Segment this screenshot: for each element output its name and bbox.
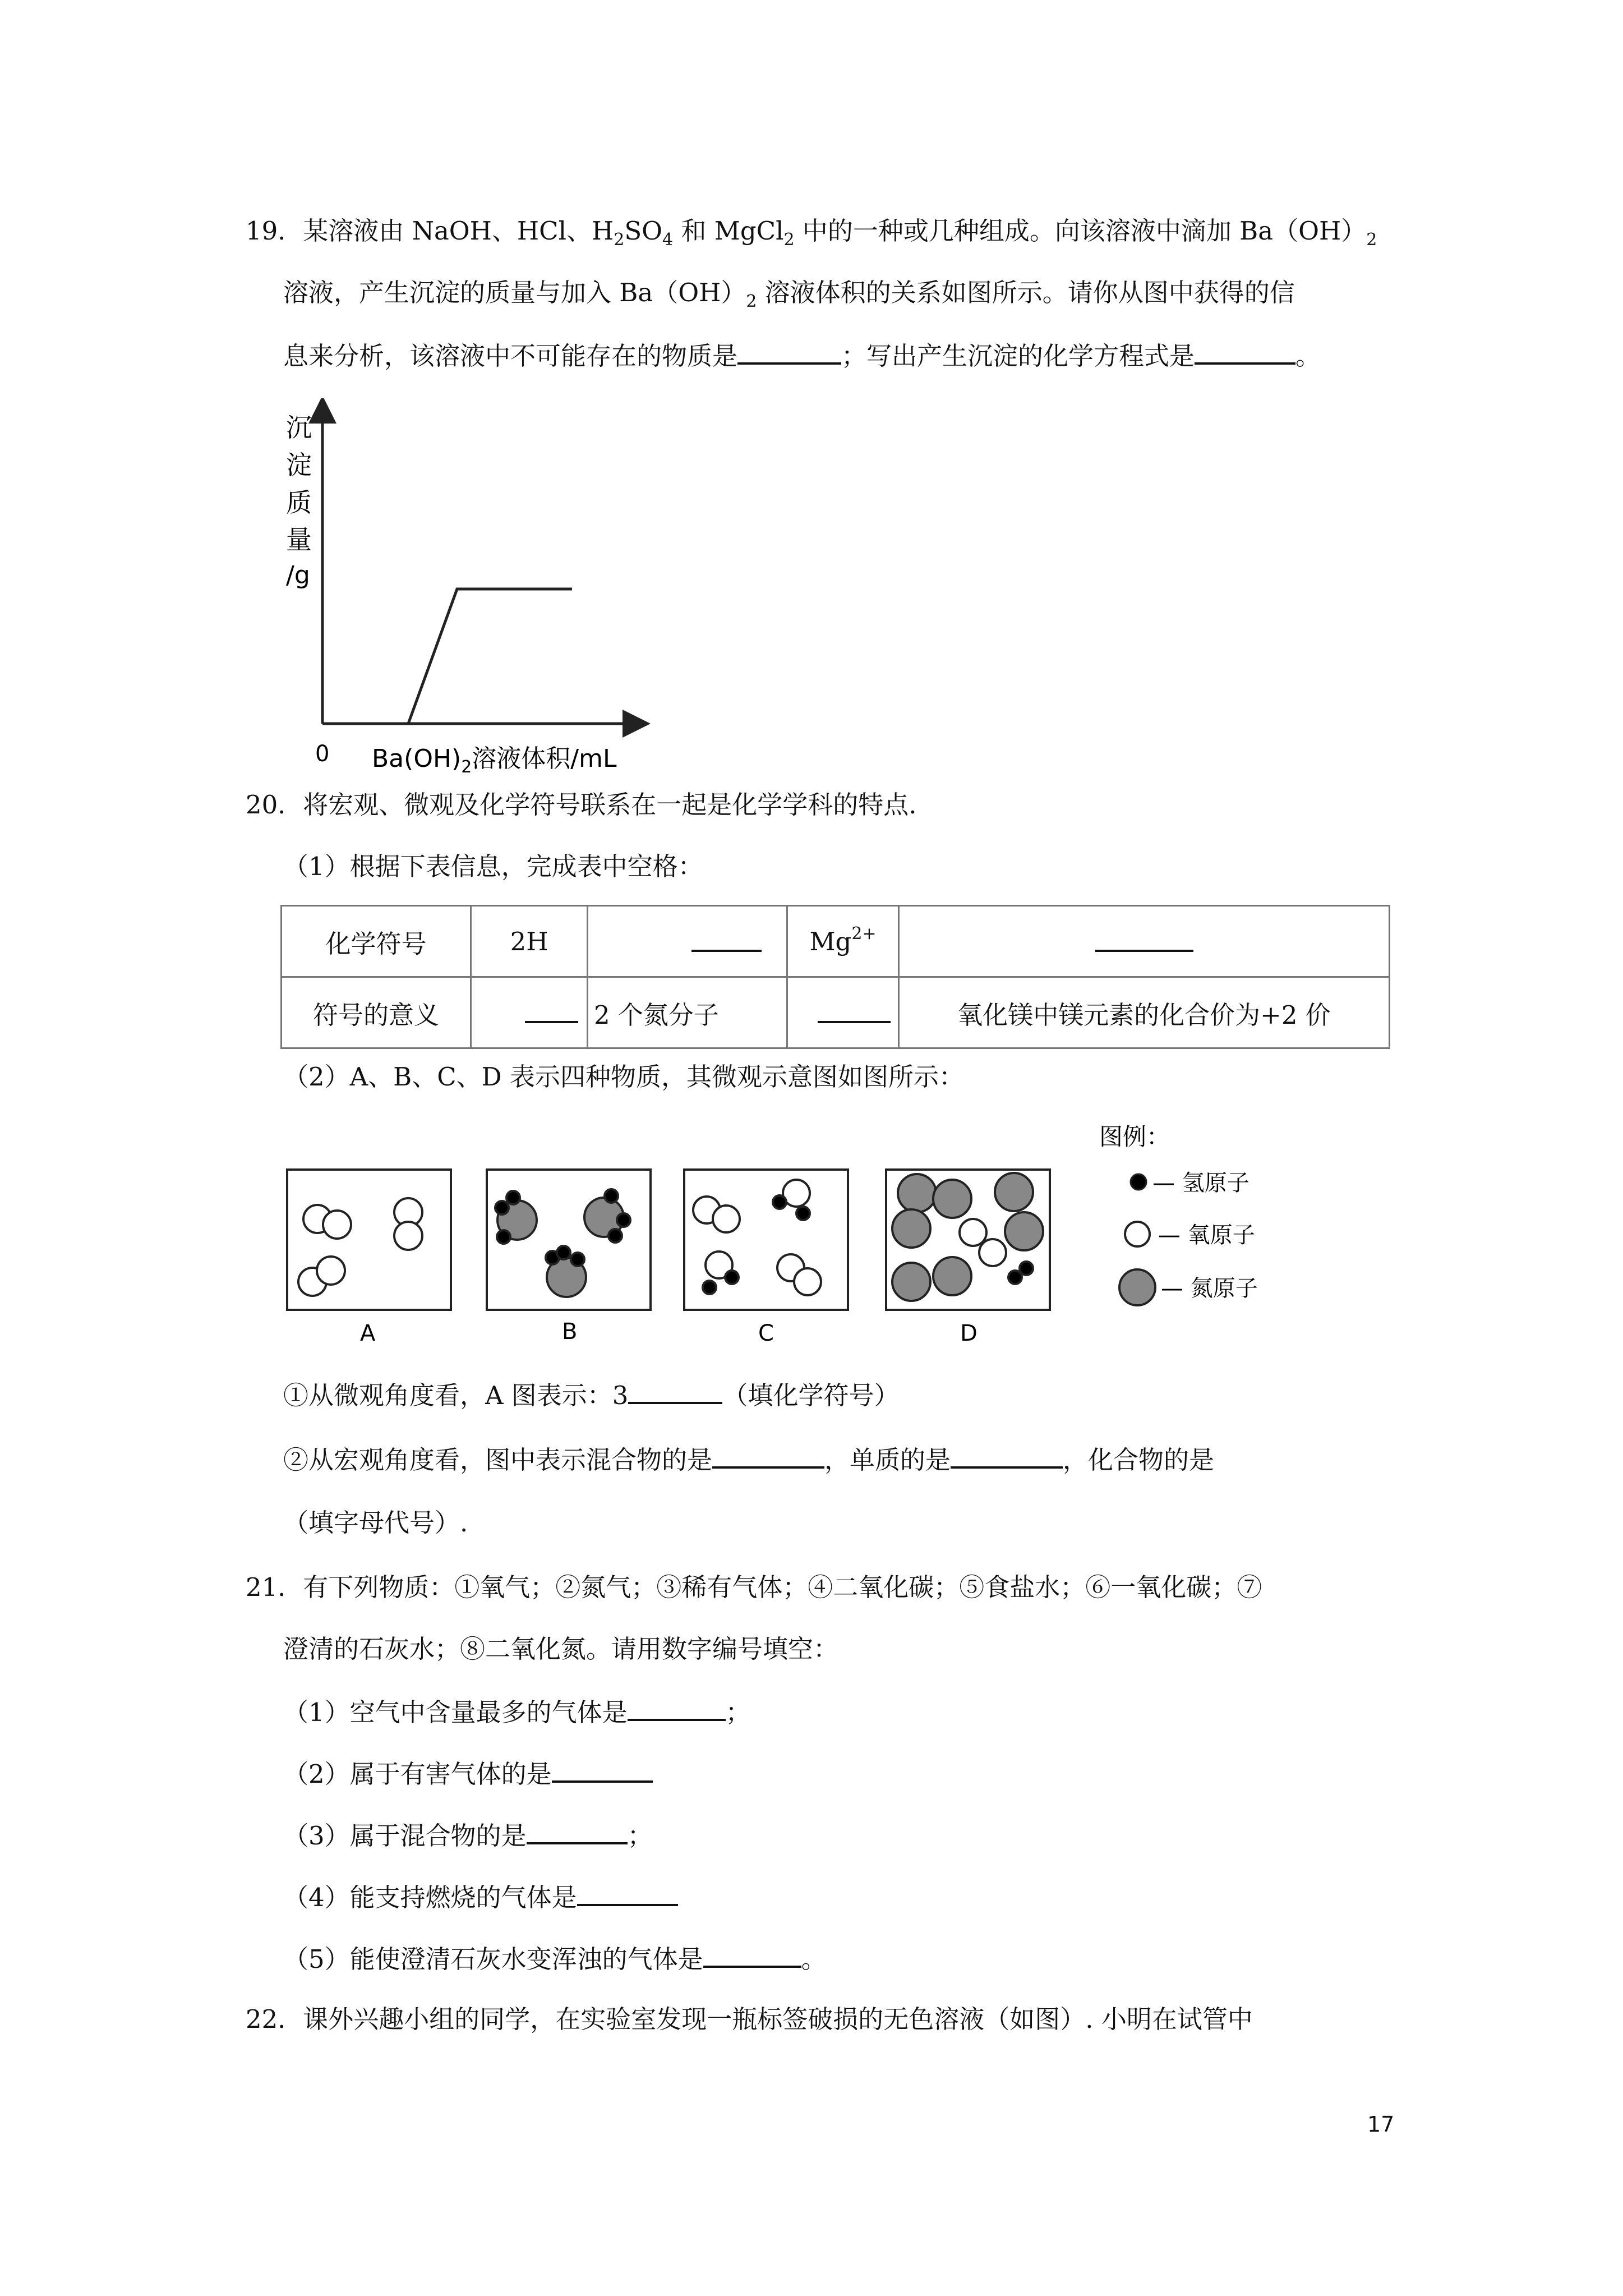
table-cell-blank[interactable] bbox=[899, 906, 1390, 977]
legend-oxygen: — 氧原子 bbox=[1158, 1222, 1255, 1248]
origin-label: 0 bbox=[315, 741, 330, 767]
precipitate-graph bbox=[280, 398, 673, 780]
answer-blank[interactable] bbox=[703, 1941, 801, 1968]
y-label-char-2: 淀 bbox=[286, 450, 312, 480]
q20-sub-2-note: （填字母代号）. bbox=[283, 1508, 468, 1538]
q19-line-3: 息来分析，该溶液中不可能存在的物质是 ；写出产生沉淀的化学方程式是 。 bbox=[283, 338, 1321, 373]
answer-blank[interactable] bbox=[527, 1818, 628, 1844]
oxygen-atom-icon bbox=[1125, 1222, 1150, 1246]
box-a bbox=[287, 1170, 451, 1310]
table-header-symbol: 化学符号 bbox=[282, 906, 471, 977]
q19-line-2: 溶液，产生沉淀的质量与加入 $Ba(OH)_2$ 溶液体积的关系如图所示。请你从图中获得的信 bbox=[283, 278, 1295, 311]
legend-title: 图例： bbox=[1099, 1123, 1170, 1151]
q21-sub-2: （2）属于有害气体的是 bbox=[283, 1756, 653, 1791]
q21-line-1: 21．有下列物质：①氧气；②氮气；③稀有气体；④二氧化碳；⑤食盐水；⑥一氧化碳；⑦ bbox=[246, 1572, 1262, 1602]
table-row bbox=[282, 977, 1390, 1048]
page-number: 17 bbox=[1367, 2112, 1395, 2137]
box-label-a: A bbox=[360, 1320, 376, 1346]
table-row bbox=[282, 906, 1390, 977]
hydrogen-atom-icon bbox=[1131, 1174, 1146, 1190]
box-c bbox=[684, 1170, 848, 1310]
q21-sub-1: （1）空气中含量最多的气体是 ； bbox=[283, 1694, 751, 1729]
answer-blank[interactable] bbox=[628, 1377, 722, 1404]
box-b bbox=[487, 1170, 651, 1310]
q21-line-2: 澄清的石灰水；⑧二氧化氮。请用数字编号填空： bbox=[283, 1634, 839, 1664]
answer-blank[interactable] bbox=[712, 1442, 824, 1469]
answer-blank[interactable] bbox=[628, 1694, 726, 1721]
x-axis-label: $Ba(OH)_2$溶液体积/mL bbox=[372, 744, 617, 777]
q19-line-1: 19．某溶液由 NaOH、HCl、$H_2SO_4$ 和 MgCl$_2$ 中的一种或几种组成。向该溶液中滴加 $Ba(OH)_2$ bbox=[246, 216, 1377, 250]
molecule-diagram bbox=[275, 1114, 1312, 1360]
table-cell-blank[interactable] bbox=[787, 977, 899, 1048]
legend-hydrogen: — 氢原子 bbox=[1152, 1170, 1249, 1196]
box-label-d: D bbox=[960, 1320, 978, 1346]
legend-nitrogen: — 氮原子 bbox=[1161, 1276, 1258, 1301]
table-cell-blank[interactable] bbox=[471, 977, 588, 1048]
answer-blank[interactable] bbox=[737, 338, 841, 365]
q20-line-1: 20．将宏观、微观及化学符号联系在一起是化学学科的特点. bbox=[246, 790, 917, 820]
table-cell: 氧化镁中镁元素的化合价为+2 价 bbox=[899, 977, 1390, 1048]
q20-sub-1: ①从微观角度看，A 图表示：3 （填化学符号） bbox=[283, 1377, 899, 1412]
y-label-char-1: 沉 bbox=[286, 412, 312, 443]
table-cell: 2H bbox=[471, 906, 588, 977]
q20-sub-2: ②从宏观角度看，图中表示混合物的是 ，单质的是 ，化合物的是 bbox=[283, 1442, 1214, 1477]
table-cell: 2 个氮分子 bbox=[588, 977, 787, 1048]
y-label-char-3: 质 bbox=[286, 487, 312, 518]
table-header-meaning: 符号的意义 bbox=[282, 977, 471, 1048]
answer-blank[interactable] bbox=[951, 1442, 1063, 1469]
answer-blank[interactable] bbox=[552, 1756, 653, 1783]
table-cell: $Mg^{2+}$ bbox=[787, 906, 899, 977]
symbol-table bbox=[280, 905, 1390, 1049]
precipitate-curve bbox=[408, 589, 572, 724]
q22-line-1: 22．课外兴趣小组的同学，在实验室发现一瓶标签破损的无色溶液（如图）. 小明在试管中 bbox=[246, 2004, 1253, 2034]
nitrogen-atom-icon bbox=[1119, 1269, 1155, 1305]
box-label-c: C bbox=[758, 1320, 774, 1346]
y-unit: /g bbox=[286, 561, 310, 590]
table-cell-blank[interactable] bbox=[588, 906, 787, 977]
q21-sub-3: （3）属于混合物的是 ； bbox=[283, 1818, 653, 1853]
answer-blank[interactable] bbox=[1195, 338, 1295, 365]
y-label-char-4: 量 bbox=[286, 524, 312, 555]
answer-blank[interactable] bbox=[577, 1879, 678, 1906]
q21-sub-4: （4）能支持燃烧的气体是 bbox=[283, 1879, 678, 1915]
q21-sub-5: （5）能使澄清石灰水变浑浊的气体是 。 bbox=[283, 1941, 827, 1976]
q20-part-1: （1）根据下表信息，完成表中空格： bbox=[283, 852, 703, 881]
box-label-b: B bbox=[562, 1319, 578, 1345]
box-d bbox=[886, 1170, 1050, 1310]
q20-part-2: （2）A、B、C、D 表示四种物质，其微观示意图如图所示： bbox=[283, 1062, 965, 1092]
